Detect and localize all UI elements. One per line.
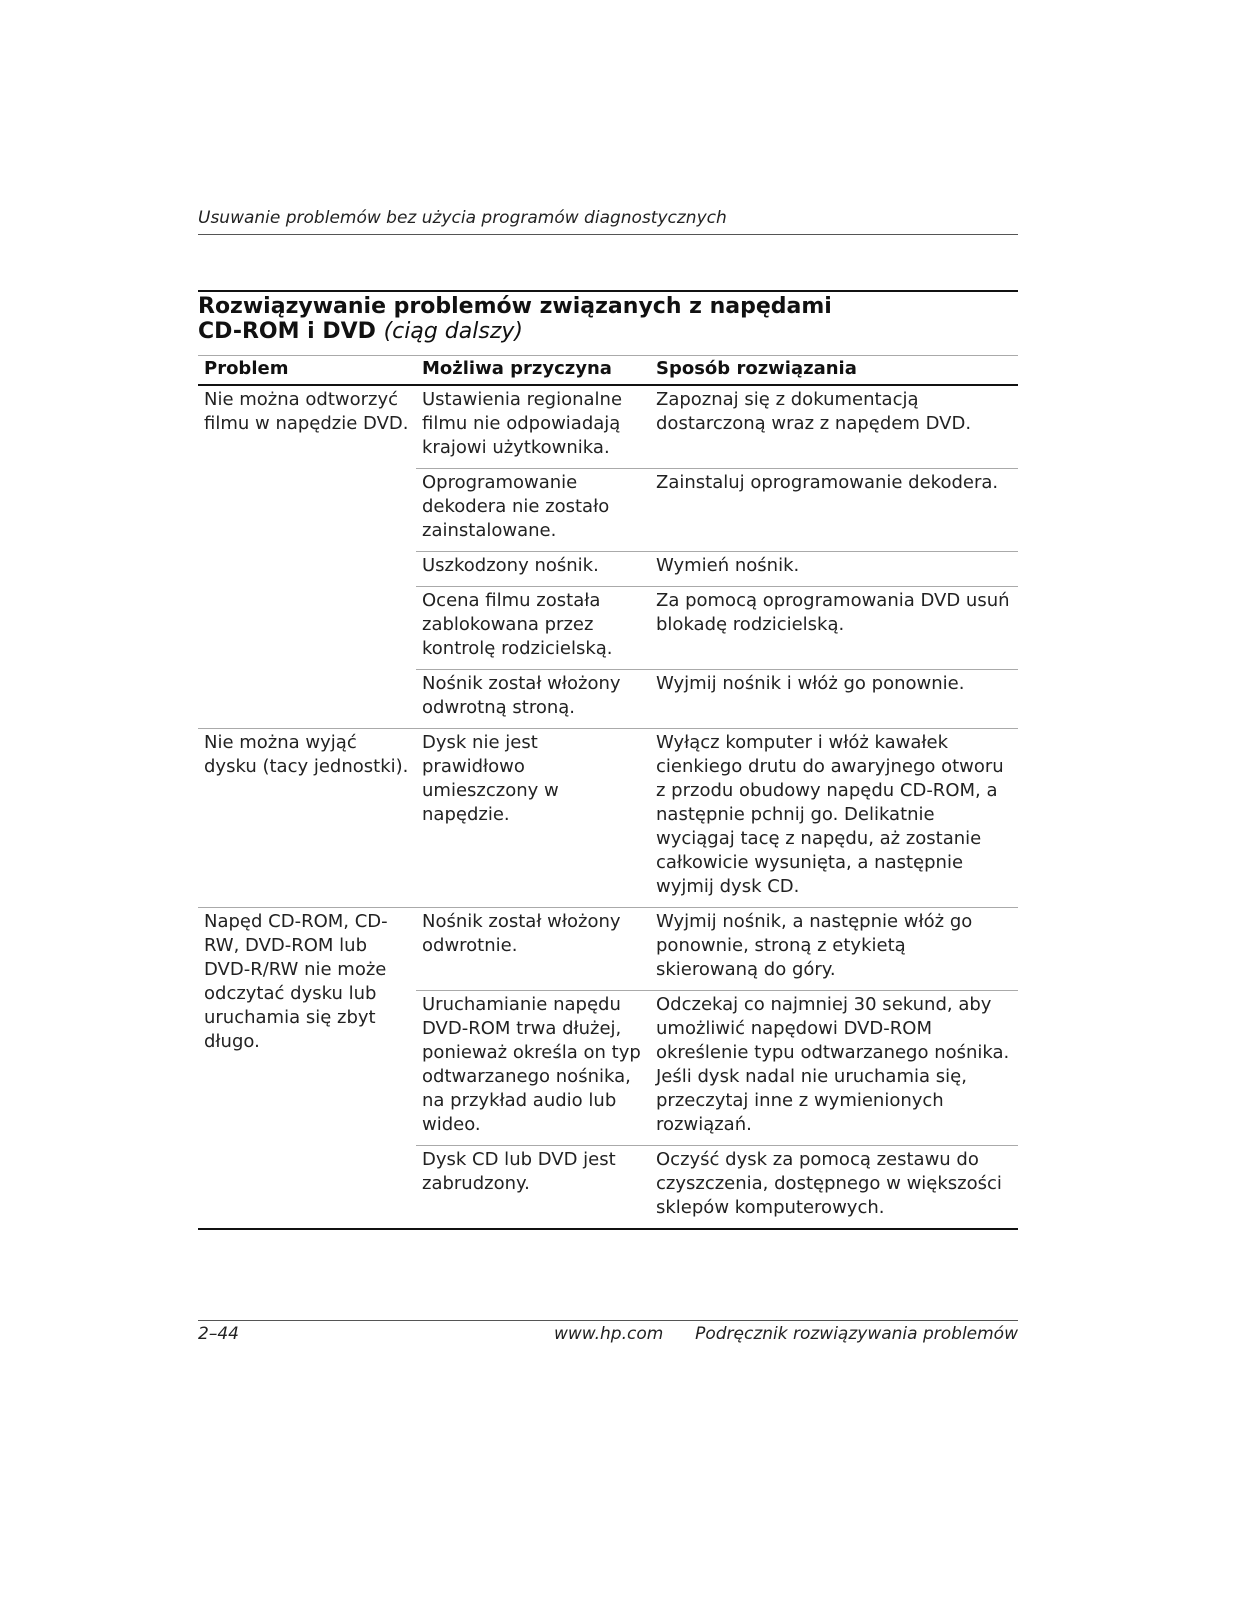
footer-book-title: Podręcznik rozwiązywania problemów — [695, 1324, 1018, 1344]
table-row — [198, 385, 1018, 469]
header-problem: Problem — [198, 356, 416, 385]
running-header: Usuwanie problemów bez użycia programów diagnostycznych — [198, 208, 727, 228]
page-footer — [198, 1324, 1018, 1348]
cause-cell: Dysk nie jest prawidłowo umieszczony w napędzie. — [416, 729, 650, 908]
solution-cell: Wyłącz komputer i włóż kawałek cienkiego drutu do awaryjnego otworu z przodu obudowy napędu CD-ROM, a następnie pchnij go. Delikatnie wyciągaj tacę z napędu, aż zostanie całkowicie wysunięta, a następnie wyjmij dysk CD. — [650, 729, 1018, 908]
cause-cell: Ustawienia regionalne filmu nie odpowiadają krajowi użytkownika. — [422, 389, 623, 458]
solution-cell: Zainstaluj oprogramowanie dekodera. — [650, 469, 1018, 552]
solution-cell: Odczekaj co najmniej 30 sekund, aby umożliwić napędowi DVD-ROM określenie typu odtwarzanego nośnika. Jeśli dysk nadal nie uruchamia się, przeczytaj inne z wymienionych rozwiązań. — [650, 991, 1018, 1146]
cause-cell: Uruchamianie napędu DVD-ROM trwa dłużej, ponieważ określa on typ odtwarzanego nośnika, na przykład audio lub wideo. — [416, 991, 650, 1146]
title-rule — [198, 290, 1018, 292]
solution-cell: Oczyść dysk za pomocą zestawu do czyszczenia, dostępnego w większości sklepów komputerowych. — [650, 1146, 1018, 1230]
table-row — [198, 908, 1018, 991]
troubleshooting-table — [198, 356, 1018, 1230]
cause-cell: Nośnik został włożony odwrotnie. — [416, 908, 650, 991]
header-rule — [198, 234, 1018, 235]
table-row — [198, 729, 1018, 908]
problem-cell: Nie można odtworzyć filmu w napędzie DVD. — [204, 389, 409, 434]
cause-cell: Ocena filmu została zablokowana przez kontrolę rodzicielską. — [416, 587, 650, 670]
solution-cell: Za pomocą oprogramowania DVD usuń blokadę rodzicielską. — [650, 587, 1018, 670]
cause-cell: Uszkodzony nośnik. — [416, 552, 650, 587]
solution-cell: Wyjmij nośnik i włóż go ponownie. — [650, 670, 1018, 729]
footer-rule — [198, 1320, 1018, 1321]
problem-cell: Nie można wyjąć dysku (tacy jednostki). — [198, 729, 416, 908]
section-title-devices: CD-ROM i DVD — [198, 319, 376, 344]
problem-cell: Napęd CD-ROM, CD-RW, DVD-ROM lub DVD-R/RW nie może odczytać dysku lub uruchamia się zbyt długo. — [198, 908, 416, 1230]
continued-label: (ciąg dalszy) — [383, 319, 523, 344]
section-title — [198, 294, 1018, 344]
solution-cell: Wyjmij nośnik, a następnie włóż go ponownie, stroną z etykietą skierowaną do góry. — [650, 908, 1018, 991]
solution-cell: Wymień nośnik. — [650, 552, 1018, 587]
solution-cell: Zapoznaj się z dokumentacją dostarczoną wraz z napędem DVD. — [656, 389, 972, 434]
cause-cell: Nośnik został włożony odwrotną stroną. — [416, 670, 650, 729]
table-header-row — [198, 356, 1018, 385]
cause-cell: Dysk CD lub DVD jest zabrudzony. — [416, 1146, 650, 1230]
section-title-line2 — [198, 319, 1018, 344]
footer-url: www.hp.com — [554, 1324, 664, 1344]
header-solution: Sposób rozwiązania — [650, 356, 1018, 385]
page-number: 2–44 — [198, 1324, 239, 1344]
header-cause: Możliwa przyczyna — [416, 356, 650, 385]
section-title-line1: Rozwiązywanie problemów związanych z napędami — [198, 294, 832, 319]
cause-cell: Oprogramowanie dekodera nie zostało zainstalowane. — [416, 469, 650, 552]
